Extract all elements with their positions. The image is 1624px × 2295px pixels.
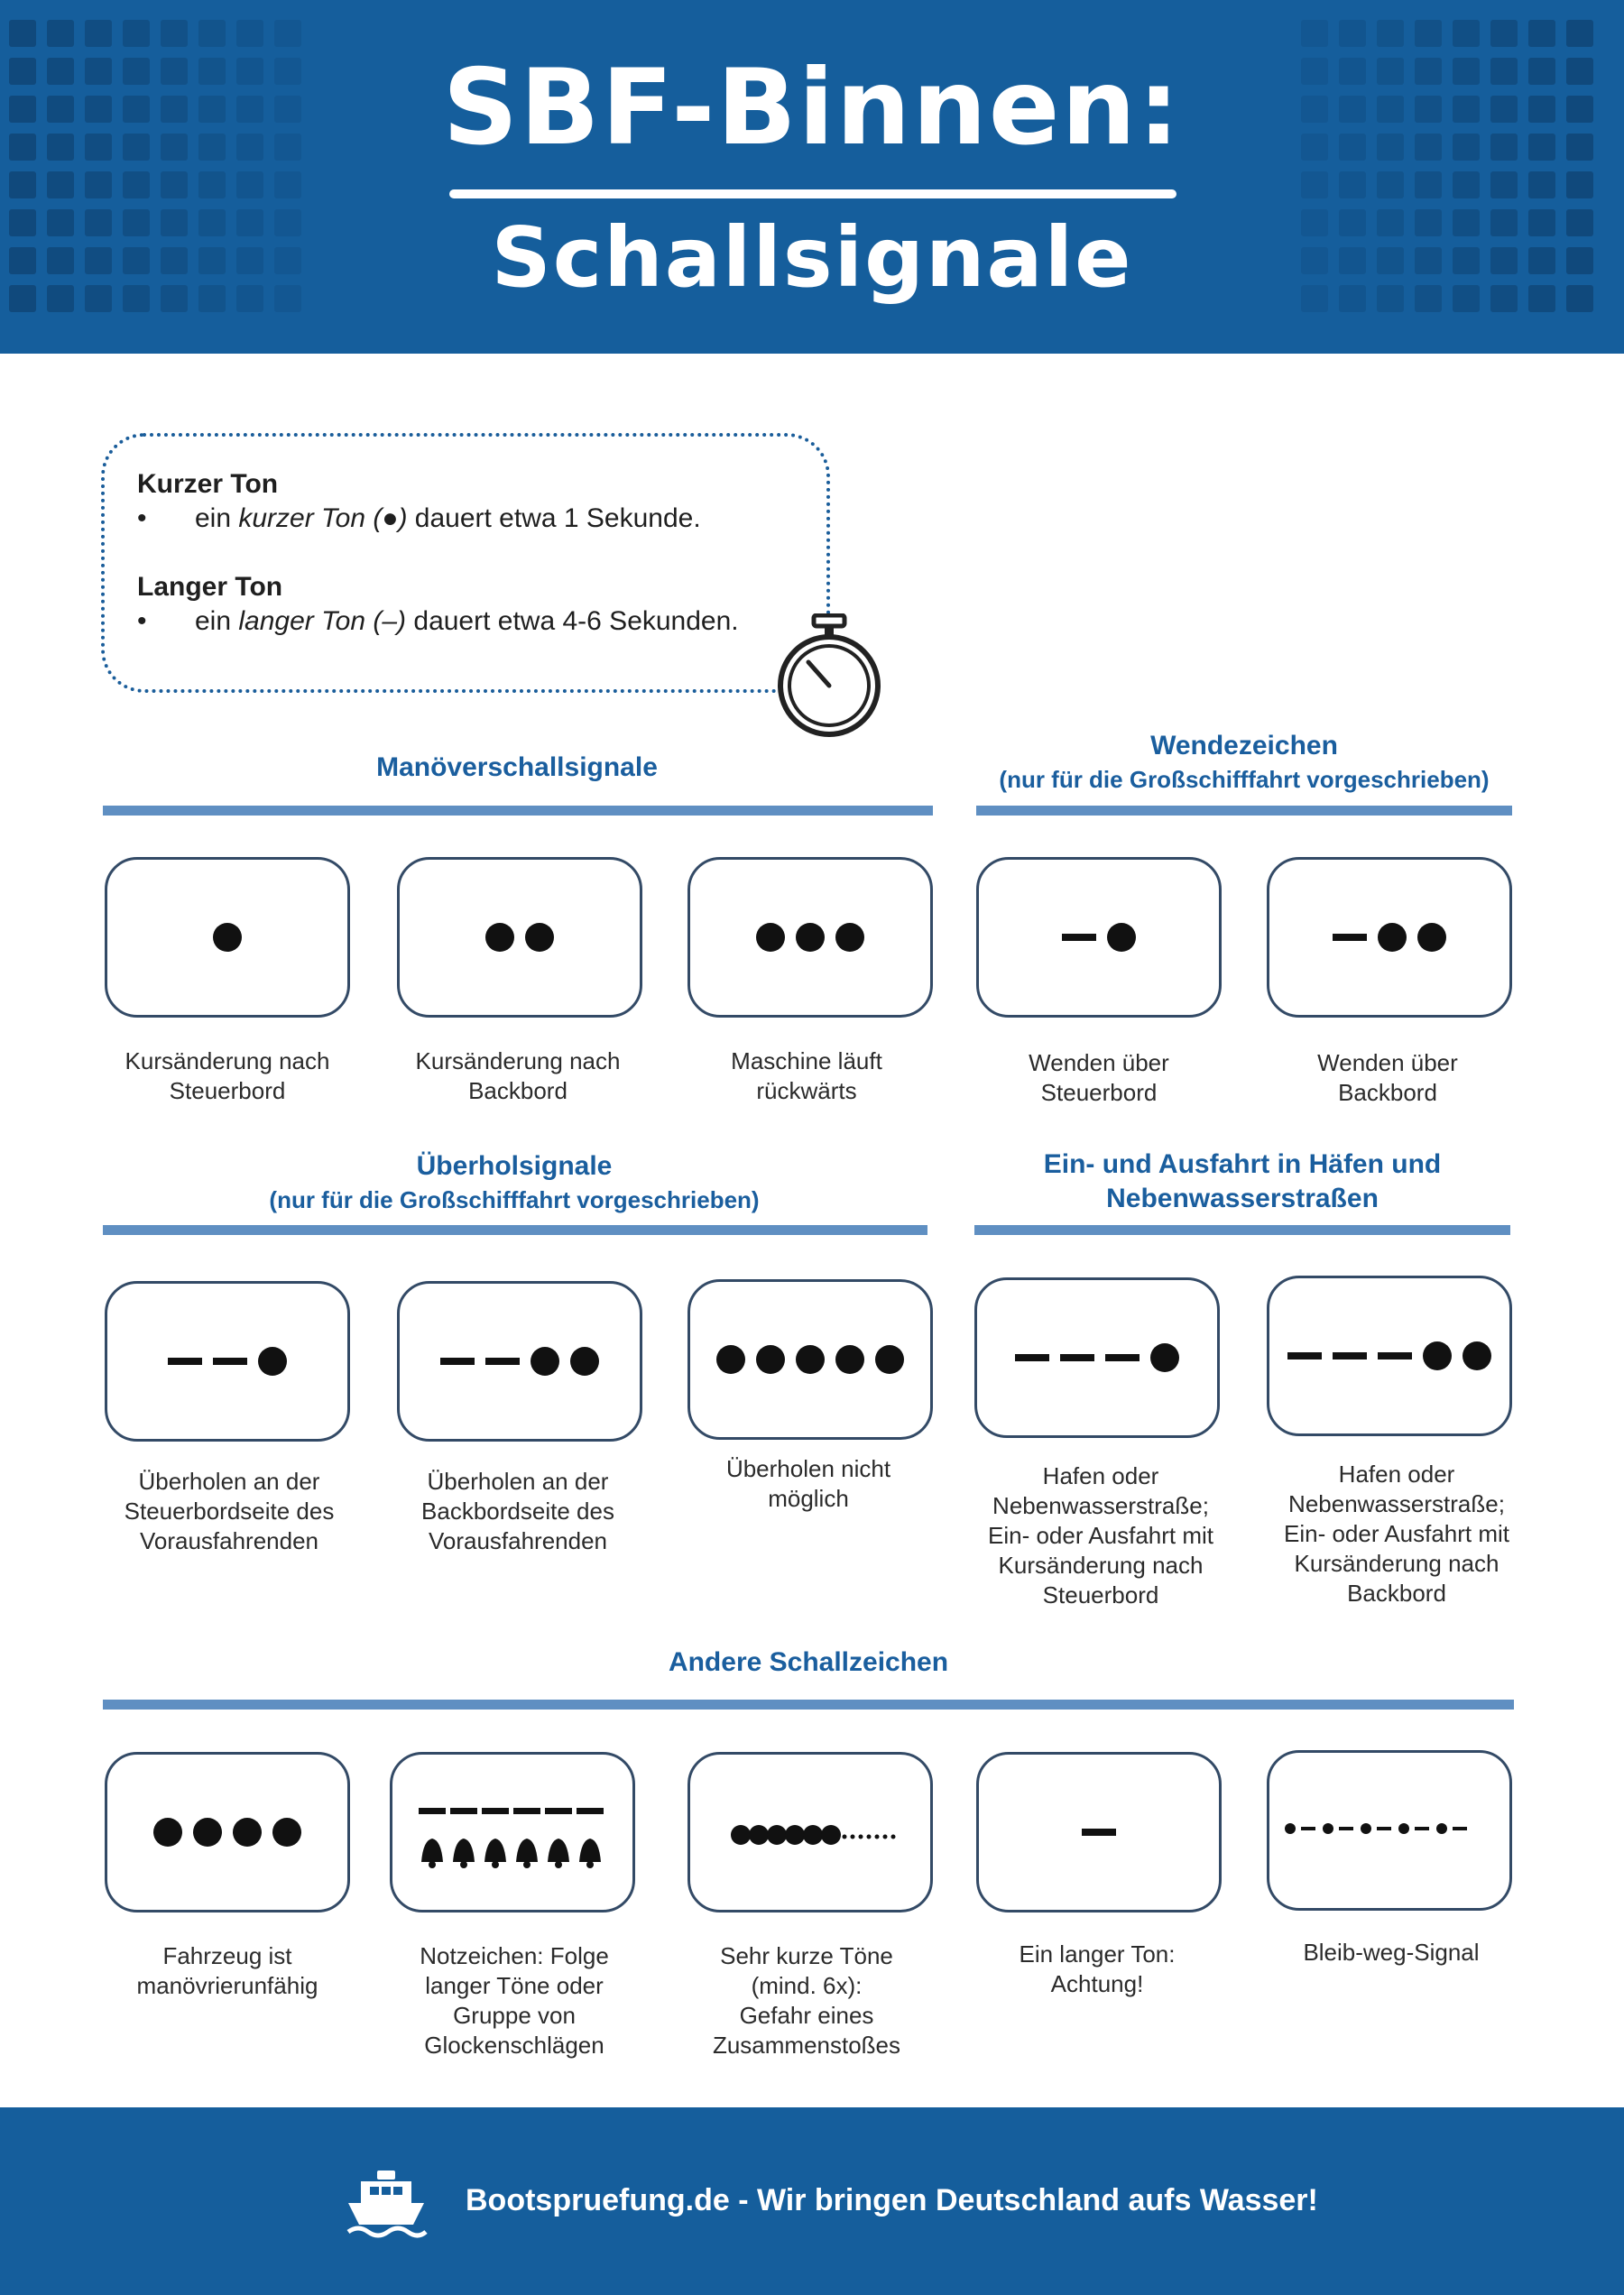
- footer-slogan: Bootspruefung.de - Wir bringen Deutschland aufs Wasser!: [466, 2183, 1318, 2217]
- pattern-square: [236, 171, 263, 198]
- pattern-square: [1490, 171, 1518, 198]
- short-tone-mark: [835, 923, 864, 952]
- pattern-square: [1339, 20, 1366, 47]
- signal-pattern: [400, 1284, 640, 1439]
- short-tone-mark: [796, 923, 825, 952]
- long-tone-mark: [419, 1808, 446, 1814]
- short-tone-mark: [756, 1345, 785, 1374]
- caption-line: langer Töne oder: [425, 1972, 604, 1999]
- long-tone-mark: [1339, 1827, 1353, 1830]
- very-short-tone-mark: [875, 1835, 880, 1839]
- bell-icon: [579, 1839, 601, 1862]
- long-tone-mark: [482, 1808, 509, 1814]
- page-subtitle: Schallsignale: [491, 209, 1133, 306]
- short-tone-mark: [1361, 1823, 1371, 1834]
- caption-line: Nebenwasserstraße;: [1288, 1490, 1505, 1517]
- long-tone-mark: [577, 1808, 604, 1814]
- bell-clapper: [429, 1861, 436, 1868]
- bell-clapper: [555, 1861, 562, 1868]
- section-rule-hafen: [974, 1225, 1510, 1235]
- signal-caption: [383, 1467, 653, 1556]
- bell-icon: [453, 1839, 475, 1862]
- caption-line: Backbordseite des: [421, 1498, 614, 1525]
- signal-card: [976, 857, 1222, 1018]
- signal-card: [687, 1752, 933, 1912]
- caption-line: Glockenschlägen: [424, 2032, 604, 2059]
- short-tone-text: [137, 503, 701, 534]
- caption-line: Achtung!: [1050, 1970, 1144, 1997]
- long-tone-mark: [485, 1358, 520, 1365]
- caption-line: Gruppe von: [453, 2002, 576, 2029]
- long-tone-em: langer Ton (–): [238, 606, 407, 636]
- stopwatch-icon: [772, 613, 886, 740]
- section-hafen-label-2: Nebenwasserstraßen: [1106, 1184, 1379, 1213]
- pattern-square: [1415, 20, 1442, 47]
- pattern-square: [1528, 20, 1555, 47]
- long-tone-mark: [1082, 1829, 1116, 1836]
- caption-line: Nebenwasserstraße;: [992, 1492, 1209, 1519]
- section-title-manoever: [103, 751, 931, 785]
- section-title-andere: [103, 1645, 1514, 1680]
- signal-card: [105, 1281, 350, 1442]
- long-tone-mark: [1287, 1352, 1322, 1359]
- signal-caption: [383, 1046, 653, 1106]
- long-tone-text: [137, 606, 739, 637]
- signal-caption: [1252, 1048, 1523, 1108]
- section-ueberhol-label: Überholsignale: [416, 1151, 613, 1181]
- short-tone-pre: ein: [195, 503, 239, 533]
- long-tone-mark: [513, 1808, 540, 1814]
- long-tone-mark: [1333, 1352, 1367, 1359]
- section-andere-label: Andere Schallzeichen: [668, 1647, 949, 1677]
- section-title-wende: [976, 729, 1512, 796]
- caption-line: Wenden über: [1317, 1049, 1458, 1076]
- bell-icon: [516, 1839, 538, 1862]
- long-tone-mark: [1333, 934, 1367, 941]
- pattern-square: [1453, 20, 1480, 47]
- caption-line: Ein- oder Ausfahrt mit: [1284, 1520, 1509, 1547]
- long-tone-bullet: •: [137, 606, 147, 636]
- signal-caption: [964, 1048, 1234, 1108]
- pattern-square: [1377, 20, 1404, 47]
- signal-card: [1267, 1276, 1512, 1436]
- short-tone-mark: [875, 1345, 904, 1374]
- caption-line: Zusammenstoßes: [712, 2032, 901, 2059]
- caption-line: Steuerbord: [1042, 1581, 1159, 1608]
- caption-line: Vorausfahrenden: [139, 1527, 319, 1554]
- caption-line: Hafen oder: [1042, 1462, 1159, 1489]
- section-title-ueberhol: [103, 1149, 926, 1216]
- signal-pattern: [400, 860, 640, 1015]
- pattern-square: [123, 20, 150, 47]
- pattern-square: [47, 171, 74, 198]
- short-tone-mark: [570, 1347, 599, 1376]
- long-tone-mark: [450, 1808, 477, 1814]
- long-tone-mark: [213, 1358, 247, 1365]
- caption-line: Steuerbord: [169, 1077, 286, 1104]
- caption-line: Kursänderung nach: [415, 1047, 621, 1074]
- long-tone-mark: [1015, 1354, 1049, 1361]
- signal-card: [687, 1279, 933, 1440]
- signal-caption: [962, 1940, 1232, 1999]
- page-title: SBF-Binnen:: [442, 47, 1182, 169]
- signal-pattern: [979, 1755, 1219, 1910]
- signal-pattern: [107, 860, 347, 1015]
- signal-card: [974, 1277, 1220, 1438]
- signal-caption: [92, 1941, 363, 2001]
- very-short-tone-mark: [859, 1835, 863, 1839]
- signal-caption: [673, 1454, 944, 1514]
- signal-caption: [1261, 1460, 1532, 1608]
- signal-pattern: [392, 1755, 632, 1910]
- pattern-square: [1566, 171, 1593, 198]
- signal-caption: [965, 1461, 1236, 1610]
- short-tone-mark: [193, 1818, 222, 1847]
- short-tone-mark: [525, 923, 554, 952]
- short-tone-bullet: •: [137, 503, 147, 533]
- short-tone-post: dauert etwa 1 Sekunde.: [407, 503, 701, 533]
- caption-line: Ein langer Ton:: [1019, 1940, 1176, 1968]
- short-tone-mark: [1436, 1823, 1447, 1834]
- pattern-square: [198, 171, 226, 198]
- long-tone-mark: [1105, 1354, 1140, 1361]
- signal-pattern: [690, 1282, 930, 1437]
- short-tone-mark: [767, 1825, 787, 1845]
- signal-card: [976, 1752, 1222, 1912]
- signal-pattern: [690, 1755, 930, 1910]
- footer-banner: [0, 2107, 1624, 2295]
- very-short-tone-mark: [883, 1835, 888, 1839]
- signal-pattern: [1269, 1753, 1509, 1908]
- pattern-square: [274, 171, 301, 198]
- short-tone-mark: [803, 1825, 823, 1845]
- caption-line: manövrierunfähig: [136, 1972, 318, 1999]
- signal-card: [390, 1752, 635, 1912]
- short-tone-mark: [1285, 1823, 1296, 1834]
- caption-line: Sehr kurze Töne: [720, 1942, 893, 1969]
- caption-line: Hafen oder: [1338, 1461, 1455, 1488]
- bell-icon: [484, 1839, 506, 1862]
- short-tone-mark: [1378, 923, 1407, 952]
- bell-icon: [548, 1839, 569, 1862]
- short-tone-mark: [1423, 1341, 1452, 1370]
- caption-line: Kursänderung nach: [998, 1552, 1204, 1579]
- pattern-square: [47, 20, 74, 47]
- long-tone-mark: [1377, 1827, 1391, 1830]
- long-tone-mark: [1453, 1827, 1467, 1830]
- short-tone-mark: [1107, 923, 1136, 952]
- short-tone-mark: [485, 923, 514, 952]
- caption-line: Kursänderung nach: [1294, 1550, 1499, 1577]
- signal-pattern: [979, 860, 1219, 1015]
- short-tone-mark: [756, 923, 785, 952]
- caption-line: Notzeichen: Folge: [420, 1942, 609, 1969]
- signal-caption: [671, 1046, 942, 1106]
- short-tone-mark: [749, 1825, 769, 1845]
- signal-card: [397, 1281, 642, 1442]
- pattern-square: [1301, 20, 1328, 47]
- pattern-square: [198, 20, 226, 47]
- caption-line: Wenden über: [1029, 1049, 1169, 1076]
- pattern-square: [161, 171, 188, 198]
- header-banner: [0, 0, 1624, 354]
- section-rule-andere: [103, 1700, 1514, 1710]
- section-hafen-label-1: Ein- und Ausfahrt in Häfen und: [1043, 1149, 1442, 1179]
- bell-clapper: [523, 1861, 531, 1868]
- short-tone-mark: [796, 1345, 825, 1374]
- caption-line: Überholen nicht: [725, 1455, 891, 1482]
- short-tone-mark: [153, 1818, 182, 1847]
- caption-line: Kursänderung nach: [125, 1047, 330, 1074]
- caption-line: Überholen an der: [138, 1468, 320, 1495]
- long-tone-mark: [1415, 1827, 1429, 1830]
- pattern-square: [1566, 20, 1593, 47]
- pattern-square: [1453, 171, 1480, 198]
- signal-caption: [94, 1467, 364, 1556]
- short-tone-mark: [731, 1825, 751, 1845]
- caption-line: rückwärts: [756, 1077, 857, 1104]
- short-tone-mark: [785, 1825, 805, 1845]
- signal-card: [1267, 1750, 1512, 1911]
- long-tone-mark: [168, 1358, 202, 1365]
- very-short-tone-mark: [851, 1835, 855, 1839]
- long-tone-post: dauert etwa 4-6 Sekunden.: [406, 606, 739, 636]
- caption-line: Fahrzeug ist: [162, 1942, 292, 1969]
- signal-caption: [1256, 1938, 1527, 1968]
- caption-line: Backbord: [1347, 1580, 1446, 1607]
- long-tone-mark: [1301, 1827, 1315, 1830]
- pattern-square: [123, 171, 150, 198]
- signal-card: [105, 1752, 350, 1912]
- caption-line: Gefahr eines: [739, 2002, 874, 2029]
- bell-icon: [421, 1839, 443, 1862]
- pattern-square: [161, 20, 188, 47]
- pattern-square: [1528, 171, 1555, 198]
- short-tone-mark: [258, 1347, 287, 1376]
- short-tone-em: kurzer Ton (●): [238, 503, 408, 533]
- caption-line: (mind. 6x):: [751, 1972, 863, 1999]
- caption-line: Bleib-weg-Signal: [1303, 1939, 1480, 1966]
- short-tone-mark: [272, 1818, 301, 1847]
- pattern-square: [1377, 171, 1404, 198]
- short-tone-mark: [716, 1345, 745, 1374]
- short-tone-mark: [821, 1825, 841, 1845]
- boat-icon: [345, 2167, 428, 2243]
- pattern-square: [9, 20, 36, 47]
- bell-clapper: [492, 1861, 499, 1868]
- long-tone-heading: Langer Ton: [137, 572, 283, 602]
- section-ueberhol-sub: (nur für die Großschifffahrt vorgeschrieben): [269, 1186, 760, 1213]
- short-tone-mark: [1463, 1341, 1491, 1370]
- signal-pattern: [977, 1280, 1217, 1435]
- signal-pattern: [690, 860, 930, 1015]
- signal-pattern: [107, 1755, 347, 1910]
- signal-card: [1267, 857, 1512, 1018]
- very-short-tone-mark: [843, 1835, 847, 1839]
- signal-card: [687, 857, 933, 1018]
- short-tone-mark: [1323, 1823, 1333, 1834]
- long-tone-mark: [1062, 934, 1096, 941]
- section-wende-sub: (nur für die Großschifffahrt vorgeschrieben): [999, 766, 1490, 793]
- short-tone-mark: [1150, 1343, 1179, 1372]
- caption-line: Backbord: [1338, 1079, 1437, 1106]
- section-rule-ueberhol: [103, 1225, 927, 1235]
- short-tone-mark: [1398, 1823, 1409, 1834]
- signal-caption: [92, 1046, 363, 1106]
- bell-clapper: [460, 1861, 467, 1868]
- short-tone-mark: [835, 1345, 864, 1374]
- pattern-square: [274, 20, 301, 47]
- short-tone-mark: [531, 1347, 559, 1376]
- short-tone-mark: [213, 923, 242, 952]
- signal-card: [397, 857, 642, 1018]
- signal-pattern: [107, 1284, 347, 1439]
- pattern-square: [85, 171, 112, 198]
- signal-pattern: [1269, 860, 1509, 1015]
- long-tone-mark: [440, 1358, 475, 1365]
- pattern-square: [1301, 171, 1328, 198]
- caption-line: Überholen an der: [427, 1468, 609, 1495]
- very-short-tone-mark: [867, 1835, 872, 1839]
- caption-line: Vorausfahrenden: [428, 1527, 608, 1554]
- caption-line: Ein- oder Ausfahrt mit: [988, 1522, 1213, 1549]
- bell-clapper: [586, 1861, 594, 1868]
- section-rule-wende: [976, 806, 1512, 816]
- long-tone-mark: [545, 1808, 572, 1814]
- short-tone-mark: [1417, 923, 1446, 952]
- caption-line: Maschine läuft: [731, 1047, 882, 1074]
- very-short-tone-mark: [891, 1835, 896, 1839]
- pattern-square: [1415, 171, 1442, 198]
- section-manoever-label: Manöverschallsignale: [376, 752, 658, 782]
- pattern-square: [1339, 171, 1366, 198]
- caption-line: Steuerbordseite des: [124, 1498, 335, 1525]
- section-title-hafen: [974, 1148, 1510, 1216]
- short-tone-heading: Kurzer Ton: [137, 469, 279, 499]
- caption-line: Steuerbord: [1040, 1079, 1158, 1106]
- long-tone-mark: [1060, 1354, 1094, 1361]
- signal-caption: [379, 1941, 650, 2060]
- signal-pattern: [1269, 1278, 1509, 1433]
- long-tone-mark: [1378, 1352, 1412, 1359]
- caption-line: möglich: [768, 1485, 849, 1512]
- caption-line: Backbord: [468, 1077, 567, 1104]
- section-rule-manoever: [103, 806, 933, 816]
- pattern-square: [236, 20, 263, 47]
- signal-card: [105, 857, 350, 1018]
- long-tone-pre: ein: [195, 606, 239, 636]
- pattern-square: [9, 171, 36, 198]
- title-divider: [449, 189, 1176, 198]
- pattern-square: [85, 20, 112, 47]
- signal-caption: [671, 1941, 942, 2060]
- section-wende-label: Wendezeichen: [1150, 731, 1338, 760]
- short-tone-mark: [233, 1818, 262, 1847]
- pattern-square: [1490, 20, 1518, 47]
